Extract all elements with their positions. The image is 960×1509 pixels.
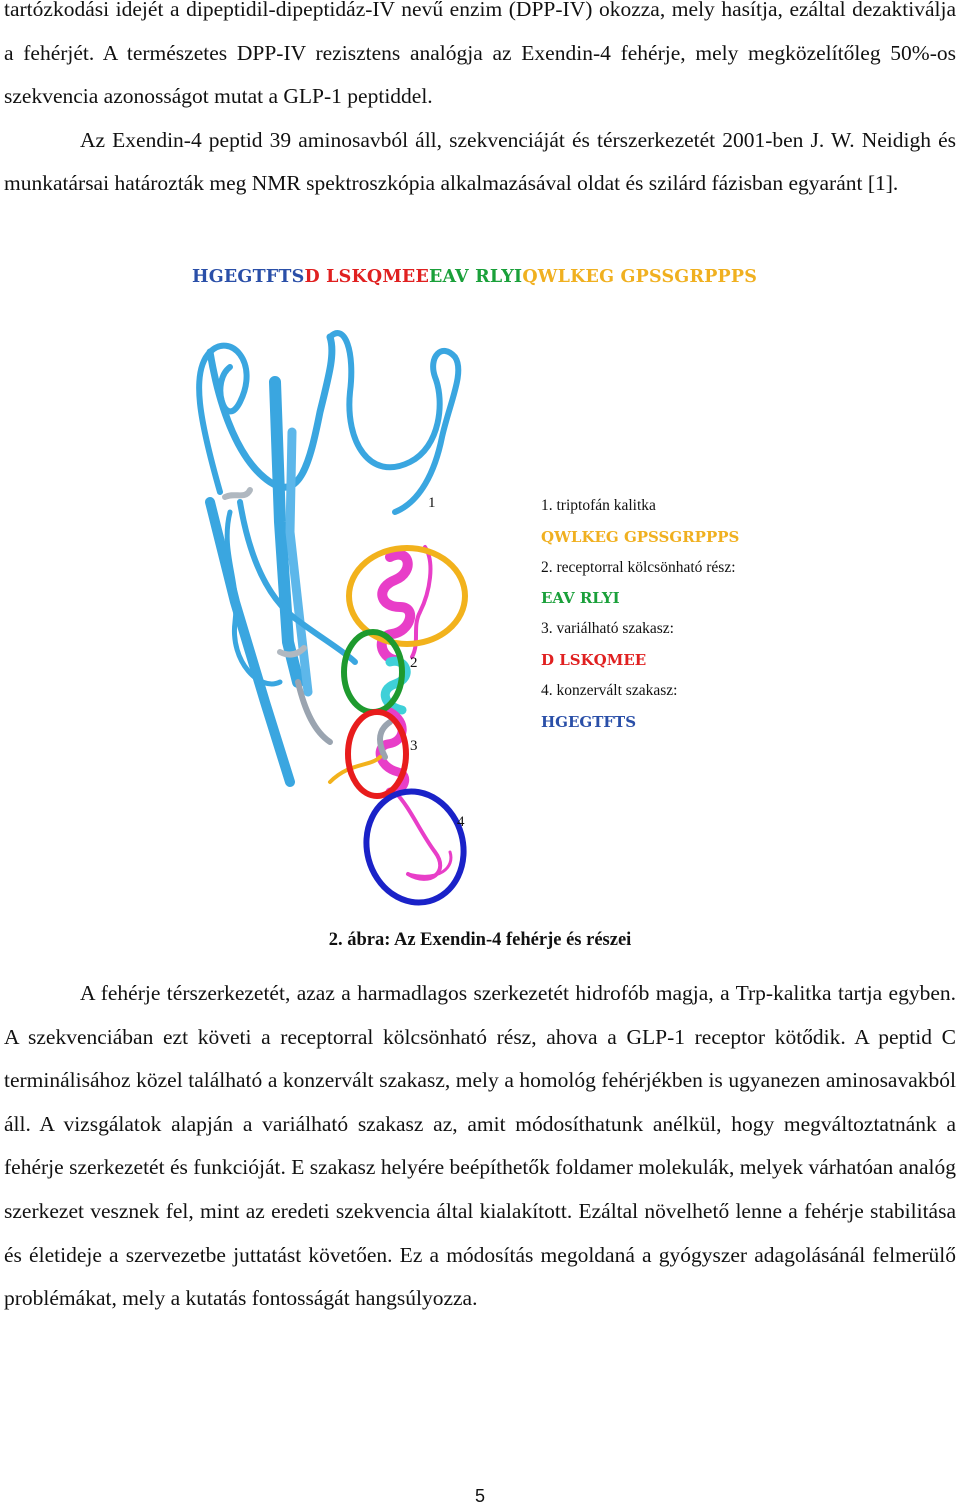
legend-item-4-sequence: HGEGTFTS (541, 712, 637, 731)
legend-item-4-label: 4. konzervált szakasz: (541, 681, 678, 699)
sequence-receptor: EAV RLYI (429, 267, 523, 287)
receptor-ring (344, 632, 402, 712)
paragraph-top-part1: tartózkodási idejét a dipeptidil-dipeptidáz-IV nevű enzim (DPP-IV) okozza, mely hasítja, ezáltal dezaktiválja a fehérjét. A természetes DPP-IV rezisztens analógja az Exendin-4 fehérje, mely megközelítőleg 50%-os szekvencia azonosságot mutat a GLP-1 peptiddel. (4, 0, 956, 109)
conserved-ring (354, 780, 476, 912)
legend-item-3-label: 3. variálható szakasz: (541, 620, 674, 638)
legend-item-1-sequence: QWLKEG GPSSGRPPPS (541, 527, 740, 546)
legend-item-2-sequence: EAV RLYI (541, 589, 620, 608)
marker-1: 1 (428, 495, 436, 511)
legend-item-1-label: 1. triptofán kalitka (541, 497, 656, 514)
page-number: 5 (474, 1486, 485, 1506)
figure-caption: 2. ábra: Az Exendin-4 fehérje és részei (328, 930, 632, 950)
paragraph-top (4, 0, 956, 206)
legend-item-3-sequence: D LSKQMEE (541, 650, 647, 669)
marker-3: 3 (410, 738, 418, 754)
paragraph-bottom-text: A fehérje térszerkezetét, azaz a harmadlagos szerkezetét hidrofób magja, a Trp-kalitka tartja egyben. A szekvenciában ezt követi a receptorral kölcsönható rész, ahova a GLP-1 receptor kötődik. A peptid C terminálisához közel található a konzervált szakasz, mely a homológ fehérjékben is ugyanezen aminosavakból áll. A vizsgálatok alapján a variálható szakasz az, amit módosíthatunk anélkül, hogy megváltoztatnánk a fehérje szerkezetét és funkcióját. E szakasz helyére beépíthetők foldamer molekulák, melyek várhatóan analóg szerkezet vesznek fel, mint az eredeti szekvencia által kialakított. Ezáltal növelhető lenne a fehérje stabilitása és életideje a szervezetbe juttatást követően. Ez a módosítás megoldaná a gyógyszer adagolásánál felmerülő problémákat, mely a kutatás fontosságát hangsúlyozza. (4, 981, 956, 1311)
marker-4: 4 (457, 814, 465, 830)
legend-item-2-label: 2. receptorral kölcsönható rész: (541, 558, 736, 576)
protein-ribbon (199, 333, 458, 879)
figure-legend (541, 491, 739, 737)
sequence-tryptophan-cage: QWLKEG GPSSGRPPPS (522, 267, 758, 287)
paragraph-bottom (4, 972, 956, 1321)
marker-2: 2 (410, 655, 418, 671)
sequence-variable: D LSKQMEE (304, 267, 429, 287)
sequence-conserved: HGEGTFTS (192, 267, 305, 287)
paragraph-top-part2: Az Exendin-4 peptid 39 aminosavból áll, szekvenciáját és térszerkezetét 2001-ben J. W. Neidigh és munkatársai határozták meg NMR spektroszkópia alkalmazásával oldat és szilárd fázisban egyaránt [1]. (4, 127, 956, 196)
